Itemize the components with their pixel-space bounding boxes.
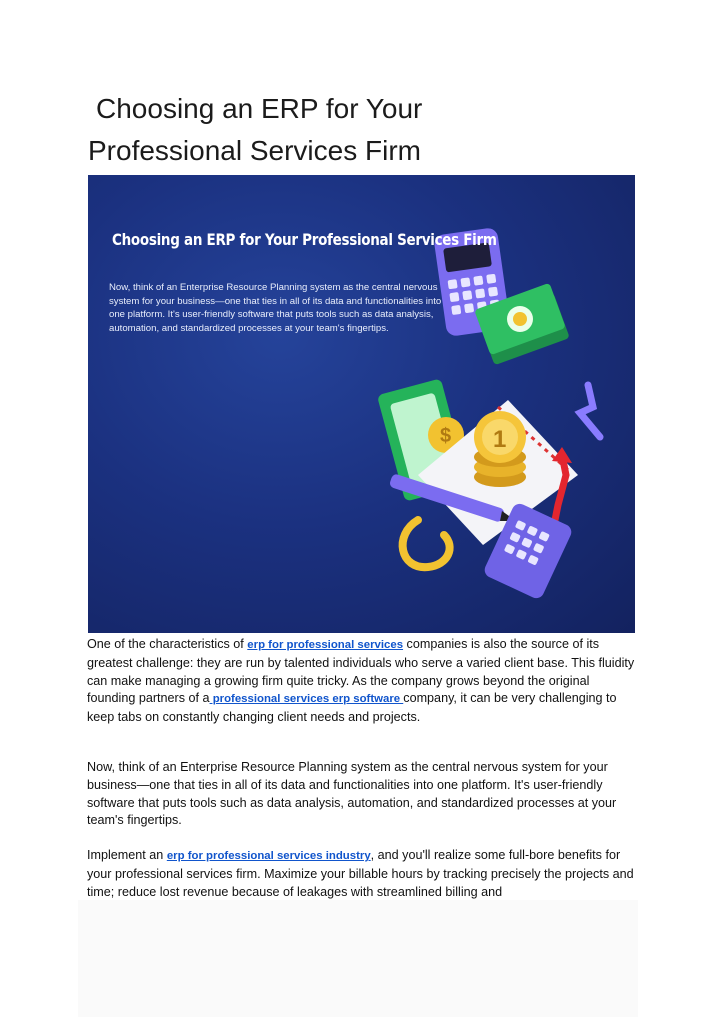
paragraph-1-text-b: companies is also the source of its greatest challenge: they are run by talented individuals who serve a varied client base. This fluidity can make managing a growing firm quite tricky. As the company grows beyond the original founding partners of a xyxy=(87,637,635,706)
link-erp-professional-services-industry[interactable]: erp for professional services industry xyxy=(166,850,371,862)
paragraph-2: Now, think of an Enterprise Resource Planning system as the central nervous system for your business—one that ties in all of its data and functionalities into one platform. It's user-friendly software that puts tools such as data analysis, automation, and standardized processes at your team's fingertips. xyxy=(87,760,617,828)
paperclip-icon xyxy=(403,520,450,567)
hero-text: Now, think of an Enterprise Resource Planning system as the central nervous system for your business—one that ties in all of its data and functionalities into one platform. It's user-friendly software that puts tools such as data analysis, automation, and standardized processes at your team's fingertips. xyxy=(109,282,442,335)
paragraph-1-text-a: One of the characteristics of xyxy=(87,637,248,651)
page-bottom-shade xyxy=(78,900,638,1017)
coin-stack-icon xyxy=(474,411,526,487)
title-line-1: Choosing an ERP for Your xyxy=(96,93,423,124)
hero-banner-image xyxy=(88,175,635,633)
down-arrow-icon xyxy=(580,385,600,437)
title-line-2: Professional Services Firm xyxy=(88,135,421,166)
paragraph-3-text-b: , and you'll realize some full-bore benefits for your professional services firm. Maximize your billable hours by tracking precisely the projects and time; reduce lost revenue because of leakages with streamlined billing and xyxy=(87,848,634,899)
paragraph-1-text-c: company, it can be very challenging to keep tabs on constantly changing client needs and projects. xyxy=(87,691,617,725)
link-professional-services-erp-software[interactable]: professional services erp software xyxy=(209,693,404,706)
hero-heading: Choosing an ERP for Your Professional Services Firm xyxy=(112,231,497,250)
paragraph-3 xyxy=(87,847,635,901)
paragraph-3-text-a: Implement an xyxy=(87,848,167,862)
document-title xyxy=(88,88,648,172)
svg-text:1: 1 xyxy=(493,426,507,453)
paragraph-1 xyxy=(87,636,635,727)
link-erp-professional-services[interactable]: erp for professional services xyxy=(247,639,404,651)
svg-text:$: $ xyxy=(440,425,452,447)
